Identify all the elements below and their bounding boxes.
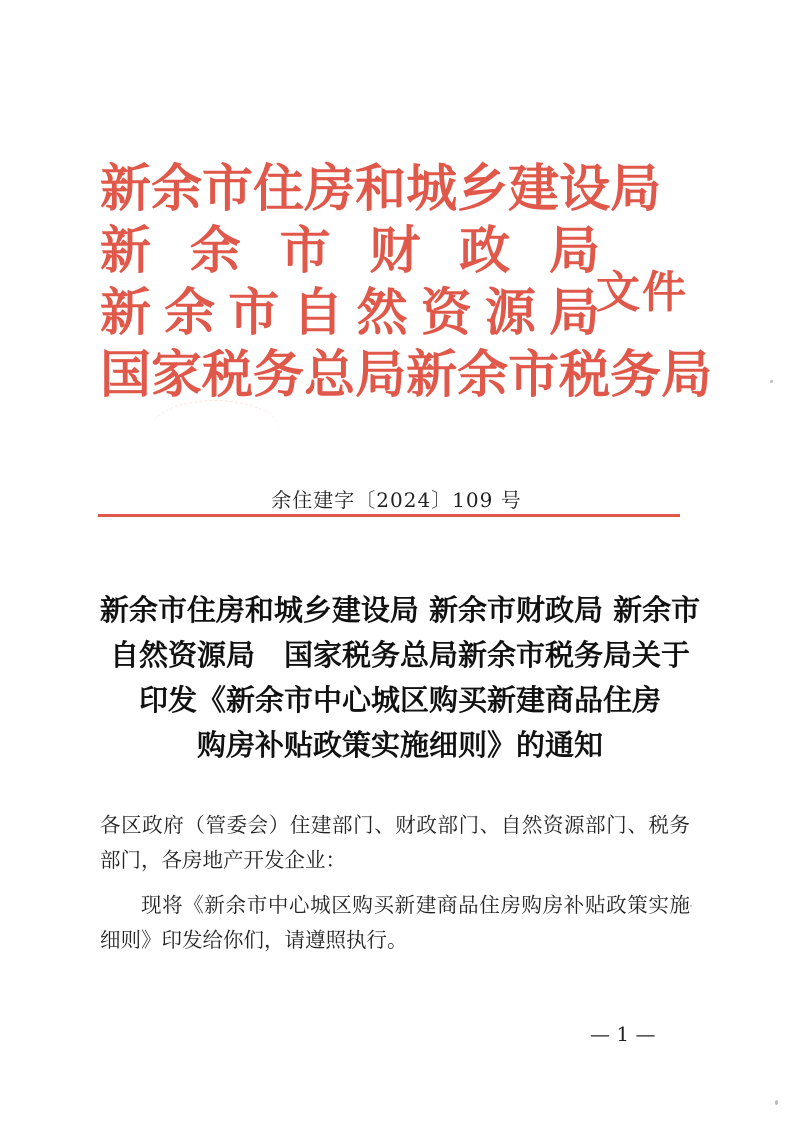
- title-line-2: 自然资源局 国家税务总局新余市税务局关于: [109, 638, 690, 672]
- addressee: 各区政府（管委会）住建部门、财政部门、自然资源部门、税务部门，各房地产开发企业：: [100, 813, 690, 872]
- scan-speck: [770, 380, 773, 383]
- notice-body: [100, 808, 690, 958]
- agency-line-3: 新 余 市 自 然 资 源 局: [100, 283, 600, 343]
- notice-title: [60, 588, 740, 768]
- notice-content: 现将《新余市中心城区购买新建商品住房购房补贴政策实施细则》印发给你们，请遵照执行。: [100, 893, 690, 952]
- document-suffix: 文件: [596, 267, 688, 318]
- agency-line-2: 新 余 市 财 政 局: [100, 221, 600, 281]
- document-number: 余住建字〔2024〕109 号: [271, 488, 522, 512]
- agency-line-1: 新 余 市 住 房 和 城 乡 建 设 局: [100, 159, 662, 219]
- title-line-3: 印发《新余市中心城区购买新建商品住房: [138, 683, 661, 717]
- title-line-1: 新余市住房和城乡建设局 新余市财政局 新余市: [99, 593, 701, 627]
- scan-speck: [690, 905, 692, 907]
- seal-mark: [150, 400, 280, 461]
- title-line-4: 购房补贴政策实施细则》的通知: [196, 728, 603, 762]
- agency-line-4: 国 家 税 务 总 局 新 余 市 税 务 局: [100, 345, 713, 405]
- scan-speck: [775, 1100, 778, 1105]
- red-divider-line: [98, 514, 680, 517]
- page-number: — 1 —: [590, 1022, 656, 1046]
